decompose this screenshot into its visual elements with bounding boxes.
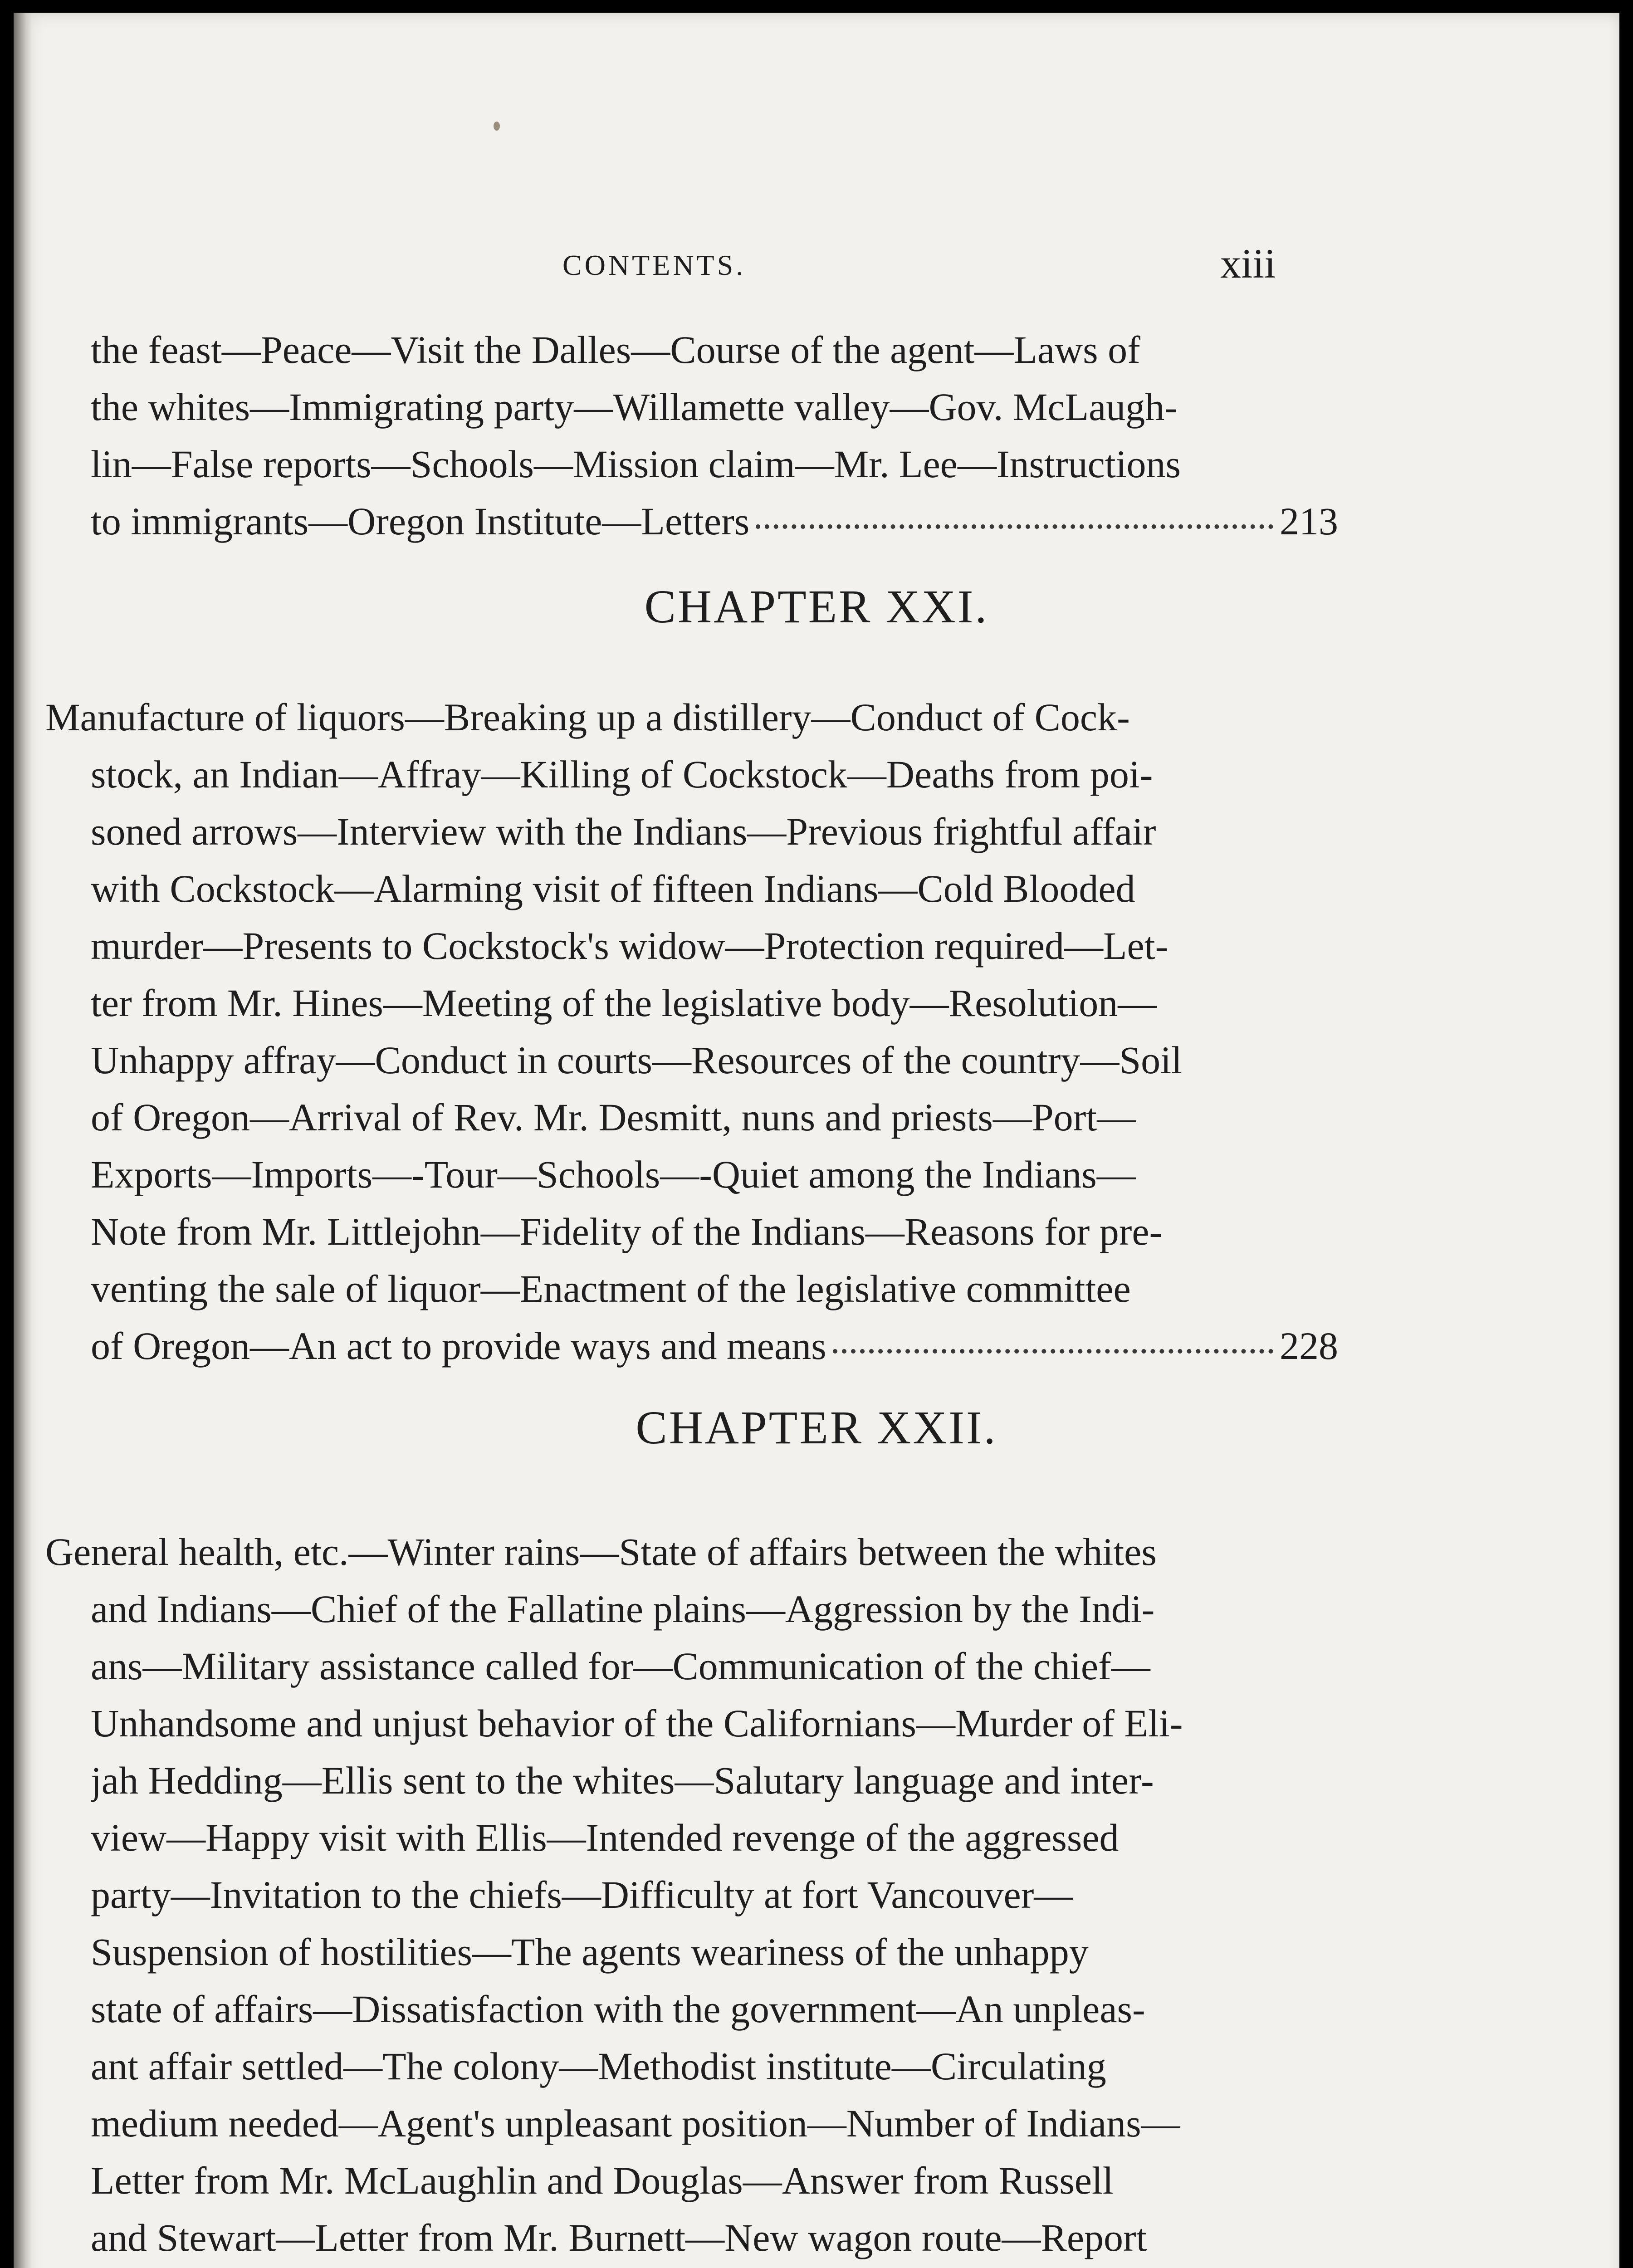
book-page — [14, 13, 1619, 2268]
toc-line-text: of Oregon—An act to provide ways and means — [91, 1324, 826, 1368]
toc-line — [91, 2266, 1338, 2268]
toc-line: Manufacture of liquors—Breaking up a distillery—Conduct of Cock- — [45, 695, 1130, 739]
toc-line: ter from Mr. Hines—Meeting of the legislative body—Resolution— — [91, 981, 1157, 1025]
chapter-title: CHAPTER XXI. — [644, 581, 989, 633]
toc-page-number: 213 — [1280, 499, 1338, 543]
dot-leader — [833, 1317, 1273, 1354]
toc-entry-text — [91, 321, 1338, 550]
toc-line: murder—Presents to Cockstock's widow—Protection required—Let- — [91, 924, 1169, 968]
toc-line: of Oregon—Arrival of Rev. Mr. Desmitt, nuns and priests—Port— — [91, 1095, 1136, 1139]
toc-line: with Cockstock—Alarming visit of fifteen Indians—Cold Blooded — [91, 867, 1135, 910]
toc-line: General health, etc.—Winter rains—State of affairs between the whites — [45, 1530, 1157, 1574]
toc-entry-chapter-22 — [45, 1523, 1338, 2268]
page-number: xiii — [1220, 240, 1276, 287]
toc-line: party—Invitation to the chiefs—Difficulty at fort Vancouver— — [91, 1873, 1073, 1916]
toc-entry-text — [45, 689, 1338, 1374]
toc-line: Letter from Mr. McLaughlin and Douglas—Answer from Russell — [91, 2159, 1114, 2202]
toc-line: ant affair settled—The colony—Methodist institute—Circulating — [91, 2044, 1106, 2088]
toc-line: venting the sale of liquor—Enactment of the legislative committee — [91, 1267, 1131, 1310]
toc-line: the feast—Peace—Visit the Dalles—Course of the agent—Laws of — [91, 328, 1140, 371]
toc-line: Suspension of hostilities—The agents weariness of the unhappy — [91, 1930, 1089, 1974]
toc-entry-continued — [91, 321, 1338, 550]
dot-leader — [756, 493, 1273, 529]
toc-line: state of affairs—Dissatisfaction with the government—An unpleas- — [91, 1987, 1145, 2031]
toc-line: view—Happy visit with Ellis—Intended revenge of the aggressed — [91, 1816, 1119, 1859]
page-header — [14, 240, 1619, 289]
toc-last-line — [91, 1317, 1338, 1374]
toc-line: the whites—Immigrating party—Willamette valley—Gov. McLaugh- — [91, 385, 1178, 429]
toc-line-text: to immigrants—Oregon Institute—Letters — [91, 499, 750, 543]
toc-line: lin—False reports—Schools—Mission claim—Mr. Lee—Instructions — [91, 442, 1181, 486]
toc-line: Exports—Imports—-Tour—Schools—-Quiet among the Indians— — [91, 1153, 1136, 1196]
toc-last-line — [91, 493, 1338, 550]
toc-entry-text — [45, 1523, 1338, 2268]
toc-line: jah Hedding—Ellis sent to the whites—Salutary language and inter- — [91, 1759, 1154, 1802]
running-head: CONTENTS. — [562, 249, 746, 281]
ink-speck — [494, 122, 500, 131]
toc-line: ans—Military assistance called for—Communication of the chief— — [91, 1644, 1150, 1688]
toc-entry-chapter-21 — [45, 689, 1338, 1374]
toc-line: Unhandsome and unjust behavior of the Californians—Murder of Eli- — [91, 1701, 1183, 1745]
spine-shadow — [14, 13, 32, 2268]
toc-page-number: 228 — [1280, 1324, 1338, 1368]
chapter-title: CHAPTER XXII. — [636, 1402, 997, 1454]
toc-line: and Stewart—Letter from Mr. Burnett—New wagon route—Report — [91, 2216, 1147, 2259]
toc-line: Note from Mr. Littlejohn—Fidelity of the Indians—Reasons for pre- — [91, 1210, 1163, 1253]
toc-line: Unhappy affray—Conduct in courts—Resources of the country—Soil — [91, 1038, 1182, 1082]
toc-line: stock, an Indian—Affray—Killing of Cockstock—Deaths from poi- — [91, 753, 1153, 796]
toc-line: medium needed—Agent's unpleasant position—Number of Indians— — [91, 2102, 1180, 2145]
toc-line: soned arrows—Interview with the Indians—Previous frightful affair — [91, 810, 1156, 853]
toc-line: and Indians—Chief of the Fallatine plains—Aggression by the Indi- — [91, 1587, 1155, 1631]
